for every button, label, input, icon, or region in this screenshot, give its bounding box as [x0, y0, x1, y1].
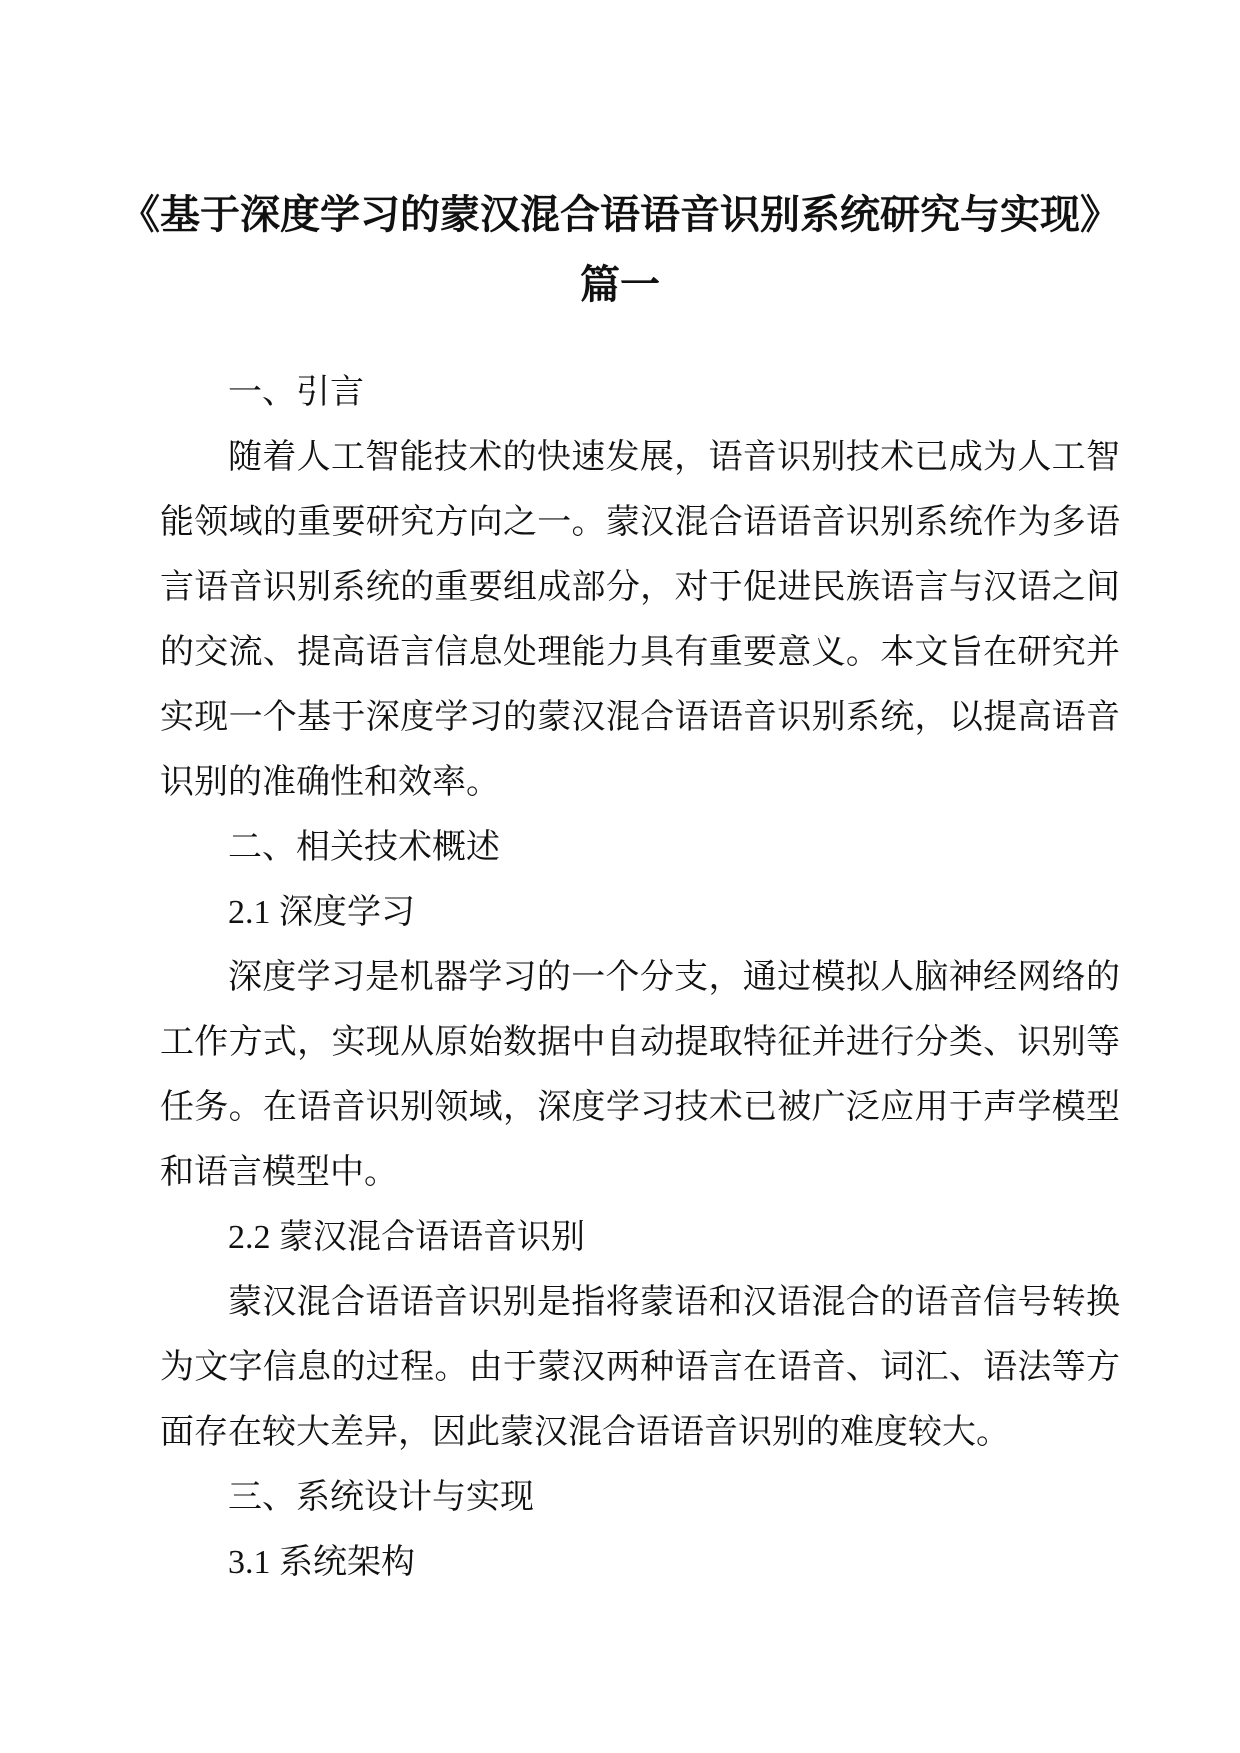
document-title — [120, 180, 1120, 320]
heading-1-introduction: 一、引言 — [228, 374, 364, 411]
document-title-line-1: 《基于深度学习的蒙汉混合语语音识别系统研究与实现》 — [120, 192, 1120, 237]
document-body — [160, 360, 1120, 1595]
paragraph-deep-learning: 深度学习是机器学习的一个分支，通过模拟人脑神经网络的工作方式，实现从原始数据中自动提取特征并进行分类、识别等任务。在语音识别领域，深度学习技术已被广泛应用于声学模型和语言模型中。 — [160, 959, 1120, 1191]
heading-2-1-deep-learning: 2.1 深度学习 — [228, 894, 415, 931]
heading-3-1-system-architecture: 3.1 系统架构 — [228, 1544, 415, 1581]
heading-3-system-design-implementation: 三、系统设计与实现 — [228, 1479, 534, 1516]
paragraph-mongolian-chinese-speech-recognition: 蒙汉混合语语音识别是指将蒙语和汉语混合的语音信号转换为文字信息的过程。由于蒙汉两种语言在语音、词汇、语法等方面存在较大差异，因此蒙汉混合语语音识别的难度较大。 — [160, 1284, 1120, 1451]
paragraph-introduction: 随着人工智能技术的快速发展，语音识别技术已成为人工智能领域的重要研究方向之一。蒙汉混合语语音识别系统作为多语言语音识别系统的重要组成部分，对于促进民族语言与汉语之间的交流、提高语言信息处理能力具有重要意义。本文旨在研究并实现一个基于深度学习的蒙汉混合语语音识别系统，以提高语音识别的准确性和效率。 — [160, 439, 1120, 801]
document-title-line-2: 篇一 — [580, 262, 660, 307]
heading-2-related-technology-overview: 二、相关技术概述 — [228, 829, 500, 866]
heading-2-2-mongolian-chinese-speech-recognition: 2.2 蒙汉混合语语音识别 — [228, 1219, 585, 1256]
